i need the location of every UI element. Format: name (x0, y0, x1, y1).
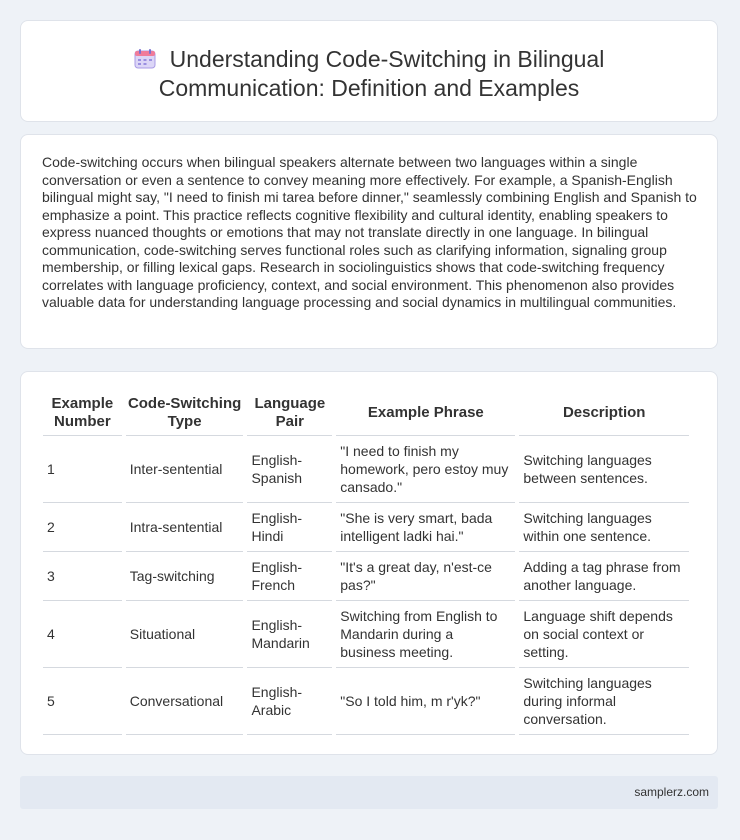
intro-paragraph: Code-switching occurs when bilingual speakers alternate between two languages within a single conversation or even a sentence to convey meaning more effectively. For example, a Spanish-English bilingual might say, "I need to finish mi tarea before dinner," seamlessly combining English and Spanish to emphasize a point. This practice reflects cognitive flexibility and cultural identity, enabling speakers to express nuanced thoughts or emotions that may not translate directly in one language. In bilingual communication, code-switching serves functional roles such as clarifying information, signaling group membership, or filling lexical gaps. Research in sociolinguistics shows that code-switching frequency correlates with language proficiency, context, and social environment. This phenomenon also provides valuable data for understanding language processing and social dynamics in multilingual communities. (42, 154, 697, 310)
cell-type: Situational (126, 601, 244, 668)
table-card (20, 371, 718, 755)
cell-language-pair: English-Arabic (247, 668, 332, 735)
table-row (43, 552, 689, 601)
header-example-phrase: Example Phrase (336, 390, 515, 436)
header-description: Description (519, 390, 689, 436)
cell-description: Adding a tag phrase from another language. (519, 552, 689, 601)
header-example-number: Example Number (43, 390, 122, 436)
cell-number: 3 (43, 552, 122, 601)
cell-number: 5 (43, 668, 122, 735)
cell-number: 4 (43, 601, 122, 668)
cell-type: Inter-sentential (126, 436, 244, 503)
cell-language-pair: English-Mandarin (247, 601, 332, 668)
cell-language-pair: English-Spanish (247, 436, 332, 503)
footer-site-link[interactable]: samplerz.com (634, 785, 709, 799)
calendar-icon (134, 49, 156, 69)
table-row (43, 503, 689, 552)
cell-example-phrase: Switching from English to Mandarin during a business meeting. (336, 601, 515, 668)
cell-example-phrase: "So I told him, m r'yk?" (336, 668, 515, 735)
cell-description: Switching languages between sentences. (519, 436, 689, 503)
cell-description: Language shift depends on social context or setting. (519, 601, 689, 668)
cell-example-phrase: "She is very smart, bada intelligent ladki hai." (336, 503, 515, 552)
cell-type: Tag-switching (126, 552, 244, 601)
table-row (43, 668, 689, 735)
examples-table (39, 390, 693, 735)
title-line-2: Communication: Definition and Examples (158, 75, 580, 101)
cell-example-phrase: "I need to finish my homework, pero estoy muy cansado." (336, 436, 515, 503)
footer-bar (20, 776, 718, 809)
cell-number: 1 (43, 436, 122, 503)
table-row (43, 436, 689, 503)
cell-example-phrase: "It's a great day, n'est-ce pas?" (336, 552, 515, 601)
cell-type: Conversational (126, 668, 244, 735)
title-line-1: Understanding Code-Switching in Bilingual (169, 46, 605, 72)
header-code-switching-type: Code-Switching Type (126, 390, 244, 436)
table-header-row (43, 390, 689, 436)
cell-language-pair: English-French (247, 552, 332, 601)
cell-description: Switching languages within one sentence. (519, 503, 689, 552)
intro-card (20, 134, 718, 349)
cell-description: Switching languages during informal conversation. (519, 668, 689, 735)
cell-language-pair: English-Hindi (247, 503, 332, 552)
cell-type: Intra-sentential (126, 503, 244, 552)
page-title (21, 45, 717, 103)
header-language-pair: Language Pair (247, 390, 332, 436)
table-row (43, 601, 689, 668)
title-card (20, 20, 718, 122)
cell-number: 2 (43, 503, 122, 552)
